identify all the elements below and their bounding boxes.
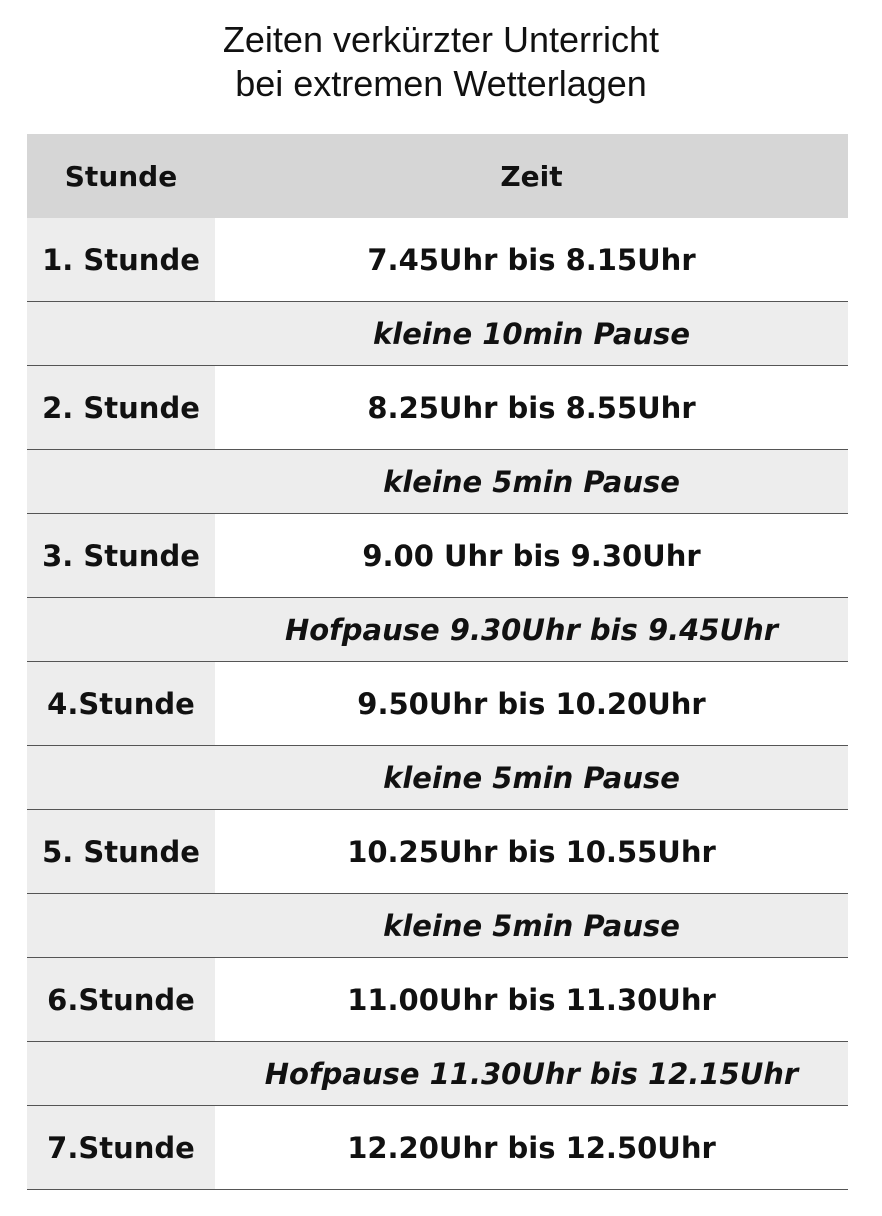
break-row: [27, 302, 848, 366]
stunde-cell: [27, 450, 215, 513]
zeit-cell: 12.20Uhr bis 12.50Uhr: [347, 1130, 716, 1165]
page-title-line-2: bei extremen Wetterlagen: [235, 63, 647, 104]
table-row: [27, 218, 848, 302]
pause-cell: Hofpause 9.30Uhr bis 9.45Uhr: [284, 612, 779, 647]
table-row: [27, 366, 848, 450]
stunde-cell: 5. Stunde: [27, 810, 215, 893]
zeit-cell: 7.45Uhr bis 8.15Uhr: [367, 242, 696, 277]
zeit-cell: 9.50Uhr bis 10.20Uhr: [357, 686, 706, 721]
break-row: [27, 894, 848, 958]
table-row: [27, 810, 848, 894]
break-row: [27, 1042, 848, 1106]
stunde-cell: [27, 598, 215, 661]
stunde-cell: 3. Stunde: [27, 514, 215, 597]
table-row: [27, 1106, 848, 1190]
pause-cell: kleine 5min Pause: [383, 760, 680, 795]
zeit-cell: 8.25Uhr bis 8.55Uhr: [367, 390, 696, 425]
schedule-table: [27, 134, 848, 1190]
break-row: [27, 746, 848, 810]
table-row: [27, 662, 848, 746]
stunde-cell: [27, 746, 215, 809]
table-row: [27, 514, 848, 598]
stunde-cell: [27, 302, 215, 365]
stunde-cell: 7.Stunde: [27, 1106, 215, 1189]
header-zeit: Zeit: [500, 159, 563, 193]
break-row: [27, 450, 848, 514]
pause-cell: kleine 5min Pause: [383, 908, 680, 943]
page-title-line-1: Zeiten verkürzter Unterricht: [222, 19, 660, 60]
pause-cell: Hofpause 11.30Uhr bis 12.15Uhr: [264, 1056, 799, 1091]
pause-cell: kleine 10min Pause: [372, 316, 691, 351]
header-stunde: Stunde: [64, 159, 178, 193]
zeit-cell: 11.00Uhr bis 11.30Uhr: [347, 982, 716, 1017]
stunde-cell: 4.Stunde: [27, 662, 215, 745]
zeit-cell: 9.00 Uhr bis 9.30Uhr: [362, 538, 701, 573]
table-header-row: [27, 134, 848, 218]
table-row: [27, 958, 848, 1042]
stunde-cell: 2. Stunde: [27, 366, 215, 449]
break-row: [27, 598, 848, 662]
stunde-cell: 6.Stunde: [27, 958, 215, 1041]
stunde-cell: [27, 1042, 215, 1105]
page-title: [0, 18, 882, 106]
stunde-cell: 1. Stunde: [27, 218, 215, 301]
pause-cell: kleine 5min Pause: [383, 464, 680, 499]
stunde-cell: [27, 894, 215, 957]
zeit-cell: 10.25Uhr bis 10.55Uhr: [347, 834, 716, 869]
